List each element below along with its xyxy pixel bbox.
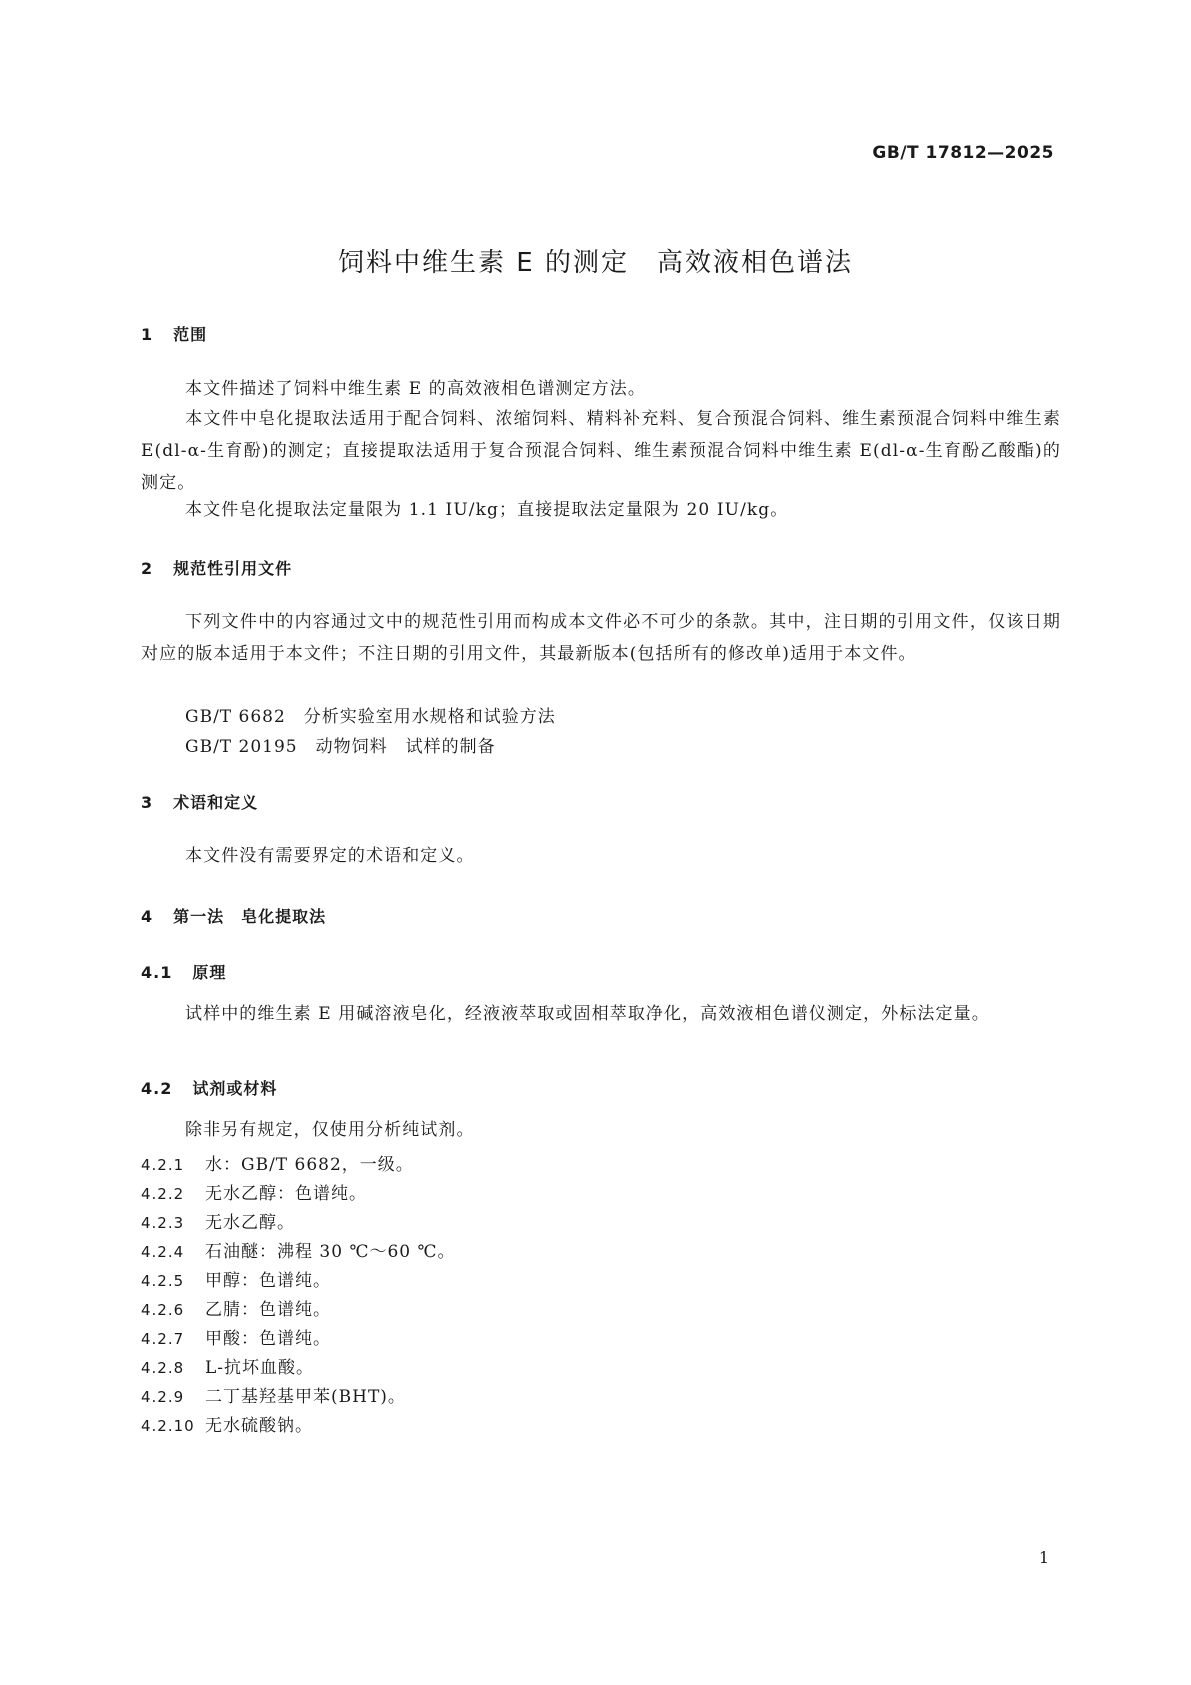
section-title: 试剂或材料: [192, 1079, 278, 1098]
paragraph: 除非另有规定，仅使用分析纯试剂。: [185, 1120, 475, 1140]
subsection-4-1-heading: [141, 960, 226, 983]
paragraph: 本文件皂化提取法定量限为 1.1 IU/kg；直接提取法定量限为 20 IU/kg。: [185, 500, 789, 520]
section-number: 4.2: [141, 1079, 173, 1098]
reagent-item: 4.2.6 乙腈：色谱纯。: [141, 1300, 331, 1320]
reagent-item: 4.2.2 无水乙醇：色谱纯。: [141, 1184, 367, 1204]
section-title: 原理: [192, 963, 227, 982]
section-3-heading: [141, 790, 258, 813]
paragraph: 本文件没有需要界定的术语和定义。: [185, 846, 475, 866]
section-title: 规范性引用文件: [173, 559, 293, 578]
subsection-4-2-heading: [141, 1076, 277, 1099]
section-number: 1: [141, 325, 154, 344]
reagent-item: 4.2.3 无水乙醇。: [141, 1213, 295, 1233]
paragraph: 下列文件中的内容通过文中的规范性引用而构成本文件必不可少的条款。其中，注日期的引用文件，仅该日期对应的版本适用于本文件；不注日期的引用文件，其最新版本(包括所有的修改单)适用于本文件。: [141, 612, 1061, 664]
section-number: 3: [141, 793, 154, 812]
section-4-heading: [141, 904, 326, 927]
paragraph: 本文件描述了饲料中维生素 E 的高效液相色谱测定方法。: [185, 379, 646, 399]
reagent-item: 4.2.9 二丁基羟基甲苯(BHT)。: [141, 1387, 406, 1407]
normative-reference: GB/T 6682 分析实验室用水规格和试验方法: [185, 707, 556, 727]
page-number: 1: [1038, 1548, 1049, 1567]
reagent-item: 4.2.8 L-抗坏血酸。: [141, 1358, 315, 1378]
document-title: 饲料中维生素 E 的测定 高效液相色谱法: [338, 248, 853, 278]
section-number: 4: [141, 907, 154, 926]
normative-reference: GB/T 20195 动物饲料 试样的制备: [185, 737, 496, 757]
reagent-item: 4.2.5 甲醇：色谱纯。: [141, 1271, 331, 1291]
section-number: 2: [141, 559, 154, 578]
standard-number: GB/T 17812—2025: [872, 143, 1054, 163]
section-number: 4.1: [141, 963, 173, 982]
section-1-heading: [141, 322, 207, 345]
reagent-item: 4.2.4 石油醚：沸程 30 ℃～60 ℃。: [141, 1242, 456, 1262]
section-title: 第一法 皂化提取法: [173, 907, 327, 926]
reagent-item: 4.2.1 水：GB/T 6682，一级。: [141, 1155, 414, 1175]
paragraph: 本文件中皂化提取法适用于配合饲料、浓缩饲料、精料补充料、复合预混合饲料、维生素预混合饲料中维生素 E(dl-α-生育酚)的测定；直接提取法适用于复合预混合饲料、维生素预混合饲料中维生素 E(dl-α-生育酚乙酸酯)的测定。: [141, 409, 1061, 493]
paragraph: 试样中的维生素 E 用碱溶液皂化，经液液萃取或固相萃取净化，高效液相色谱仪测定，外标法定量。: [185, 1004, 990, 1024]
reagent-item: 4.2.7 甲酸：色谱纯。: [141, 1329, 331, 1349]
section-title: 范围: [173, 325, 208, 344]
reagent-item: 4.2.10 无水硫酸钠。: [141, 1416, 313, 1436]
section-2-heading: [141, 556, 292, 579]
section-title: 术语和定义: [173, 793, 259, 812]
